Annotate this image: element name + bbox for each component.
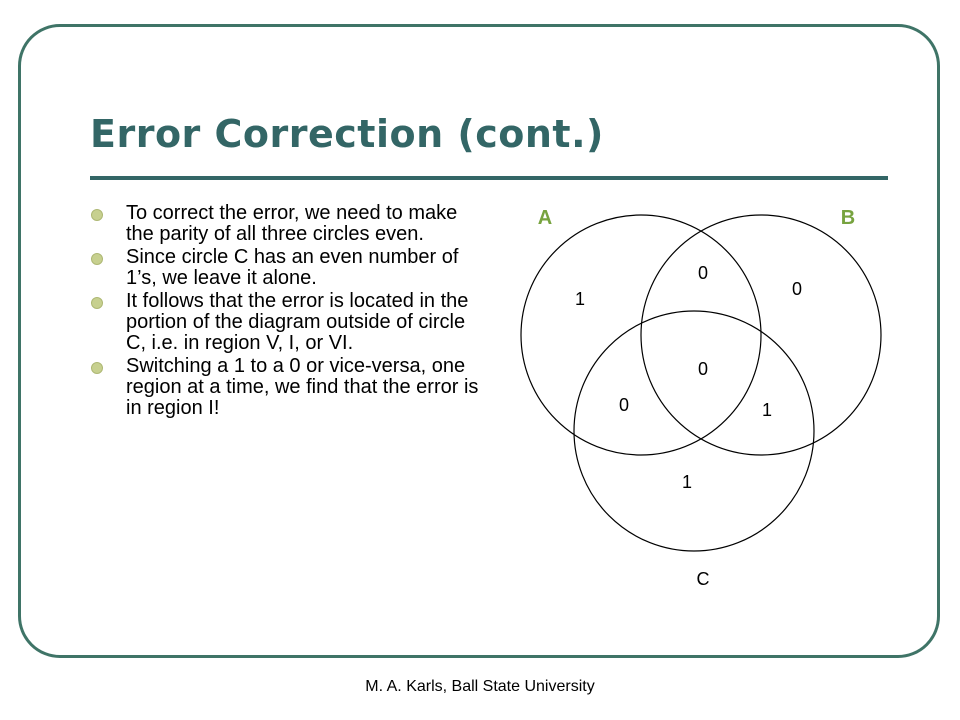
circle-a-label: A [537, 207, 553, 229]
bullet-text: Switching a 1 to a 0 or vice-versa, one region at a time, we find that the error is in region I! [126, 355, 479, 419]
region-b-and-c: 1 [761, 400, 773, 420]
footer-credit: M. A. Karls, Ball State University [365, 678, 595, 695]
region-a-and-c: 0 [618, 395, 630, 415]
bullet-text: Since circle C has an even number of 1’s, we leave it alone. [126, 246, 459, 289]
circle-c-label: C [696, 569, 710, 589]
region-a-only: 1 [574, 289, 586, 309]
region-a-b-and-c: 0 [697, 359, 709, 379]
region-a-and-b: 0 [697, 263, 709, 283]
circle-b-label: B [840, 207, 856, 229]
region-c-only: 1 [681, 472, 693, 492]
circle-c [574, 311, 814, 551]
bullet-text: It follows that the error is located in the portion of the diagram outside of circle C, i.e. in region V, I, or VI. [126, 290, 469, 354]
bullet-text: To correct the error, we need to make the parity of all three circles even. [126, 202, 458, 245]
region-b-only: 0 [791, 279, 803, 299]
slide-title: Error Correction (cont.) [90, 112, 604, 156]
